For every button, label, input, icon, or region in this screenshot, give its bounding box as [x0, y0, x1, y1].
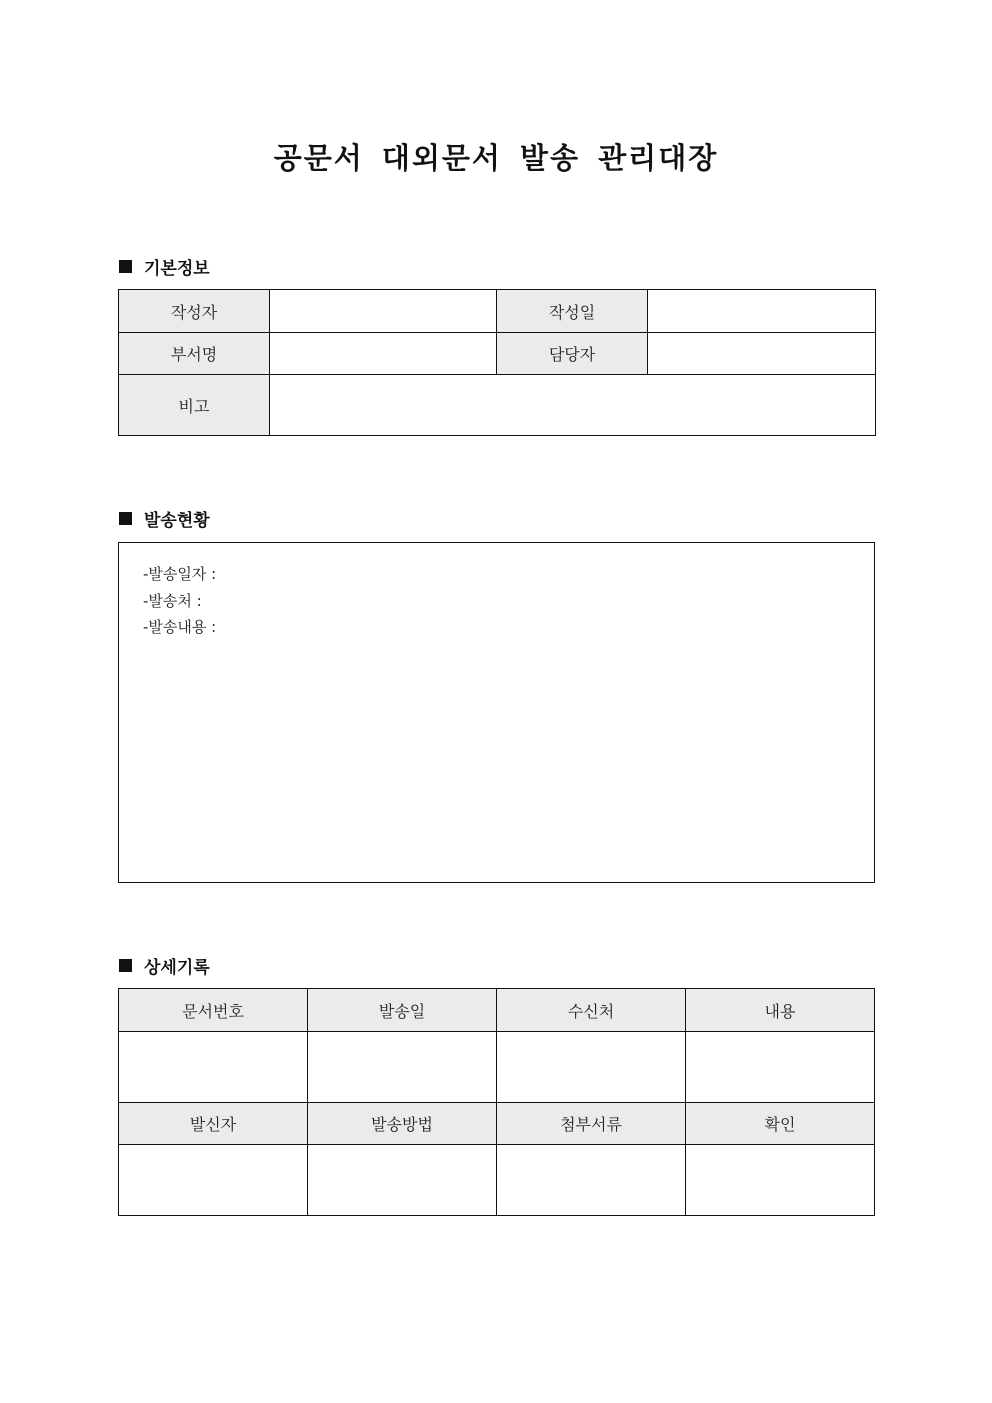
sender-cell[interactable]	[119, 1145, 308, 1216]
section-label: 발송현황	[144, 511, 210, 531]
header-doc-number: 문서번호	[119, 989, 308, 1032]
confirm-cell[interactable]	[686, 1145, 875, 1216]
content-cell[interactable]	[686, 1032, 875, 1103]
square-bullet-icon	[119, 260, 132, 273]
send-date-cell[interactable]	[308, 1032, 497, 1103]
status-line-date: -발송일자 :	[143, 565, 217, 583]
writer-field[interactable]	[270, 290, 497, 333]
status-box[interactable]	[118, 542, 875, 883]
square-bullet-icon	[119, 512, 132, 525]
basic-info-table	[118, 289, 876, 436]
section-heading-status	[119, 506, 210, 531]
manager-field[interactable]	[648, 333, 876, 375]
label-manager: 담당자	[497, 333, 648, 375]
doc-number-cell[interactable]	[119, 1032, 308, 1103]
header-attachments: 첨부서류	[497, 1103, 686, 1145]
section-label: 기본정보	[144, 259, 210, 279]
detail-table	[118, 988, 875, 1216]
attachments-cell[interactable]	[497, 1145, 686, 1216]
dept-field[interactable]	[270, 333, 497, 375]
header-send-date: 발송일	[308, 989, 497, 1032]
header-confirm: 확인	[686, 1103, 875, 1145]
section-heading-basic	[119, 254, 210, 279]
status-line-content: -발송내용 :	[143, 618, 217, 636]
label-date: 작성일	[497, 290, 648, 333]
label-dept: 부서명	[119, 333, 270, 375]
section-label: 상세기록	[144, 958, 210, 978]
header-content: 내용	[686, 989, 875, 1032]
section-heading-detail	[119, 953, 210, 978]
send-method-cell[interactable]	[308, 1145, 497, 1216]
label-writer: 작성자	[119, 290, 270, 333]
note-field[interactable]	[270, 375, 876, 436]
date-field[interactable]	[648, 290, 876, 333]
status-line-recipient: -발송처 :	[143, 591, 202, 610]
recipient-cell[interactable]	[497, 1032, 686, 1103]
header-sender: 발신자	[119, 1103, 308, 1145]
header-send-method: 발송방법	[308, 1103, 497, 1145]
label-note: 비고	[119, 375, 270, 436]
header-recipient: 수신처	[497, 989, 686, 1032]
square-bullet-icon	[119, 959, 132, 972]
page-title: 공문서 대외문서 발송 관리대장	[273, 141, 719, 175]
